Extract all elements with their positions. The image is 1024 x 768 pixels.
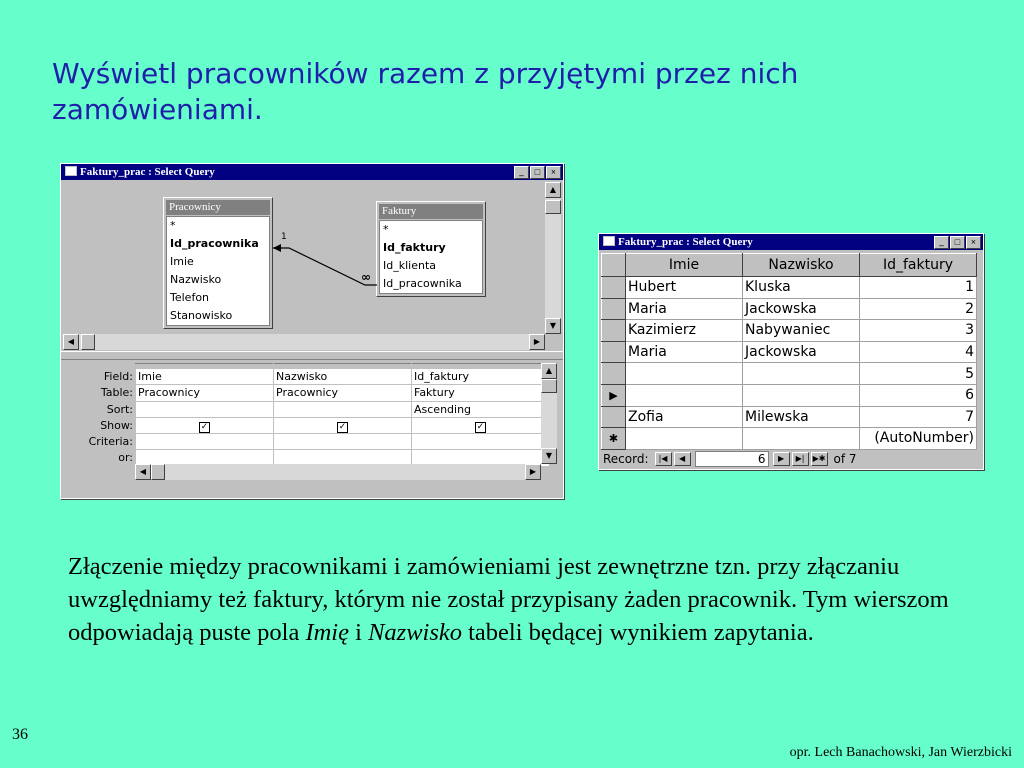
cell-id-faktury[interactable]: (AutoNumber) bbox=[860, 428, 977, 450]
cell-nazwisko[interactable] bbox=[743, 428, 860, 450]
show-checkbox[interactable]: ✓ bbox=[476, 421, 485, 432]
scroll-thumb[interactable] bbox=[81, 334, 95, 350]
cell-imie[interactable]: Maria bbox=[626, 298, 743, 320]
datasheet-table[interactable] bbox=[601, 253, 977, 450]
minimize-button[interactable]: _ bbox=[514, 166, 529, 179]
design-grid[interactable] bbox=[135, 363, 550, 467]
row-label-or: or: bbox=[118, 451, 133, 465]
scroll-thumb[interactable] bbox=[541, 379, 557, 393]
maximize-button[interactable]: □ bbox=[950, 236, 965, 249]
cell-nazwisko[interactable]: Jackowska bbox=[743, 341, 860, 363]
query-window-titlebar[interactable] bbox=[61, 164, 563, 180]
field-item[interactable]: Id_klienta bbox=[383, 259, 437, 272]
grid-table-cell[interactable]: Pracownicy bbox=[274, 385, 412, 401]
cell-imie[interactable]: Hubert bbox=[626, 277, 743, 299]
last-record-icon[interactable]: ▶| bbox=[792, 452, 809, 466]
close-button[interactable]: × bbox=[546, 166, 561, 179]
table-row bbox=[602, 428, 977, 450]
scroll-up-icon[interactable]: ▲ bbox=[541, 363, 557, 379]
cell-imie[interactable]: Zofia bbox=[626, 406, 743, 428]
scroll-down-icon[interactable]: ▼ bbox=[545, 318, 561, 334]
cell-id-faktury[interactable]: 6 bbox=[860, 384, 977, 406]
row-label-sort: Sort: bbox=[106, 402, 133, 416]
datasheet-window-titlebar[interactable] bbox=[599, 234, 983, 250]
scroll-down-icon[interactable]: ▼ bbox=[541, 448, 557, 464]
join-line[interactable] bbox=[63, 182, 545, 342]
cell-imie[interactable]: Maria bbox=[626, 341, 743, 363]
grid-horizontal-scrollbar[interactable] bbox=[135, 464, 541, 480]
grid-field-cell[interactable]: Id_faktury bbox=[412, 369, 550, 385]
row-selector[interactable] bbox=[602, 320, 626, 342]
table-row bbox=[602, 320, 977, 342]
field-item[interactable]: * bbox=[383, 223, 389, 236]
grid-field-cell[interactable]: Nazwisko bbox=[274, 369, 412, 385]
query-window-title: Faktury_prac : Select Query bbox=[80, 166, 215, 178]
field-item[interactable]: Nazwisko bbox=[170, 273, 222, 286]
slide-description bbox=[68, 550, 988, 649]
cell-imie[interactable] bbox=[626, 428, 743, 450]
cell-id-faktury[interactable]: 1 bbox=[860, 277, 977, 299]
row-label-table: Table: bbox=[100, 386, 133, 400]
table-row bbox=[602, 341, 977, 363]
cell-imie[interactable] bbox=[626, 384, 743, 406]
grid-show-cell bbox=[136, 417, 274, 433]
cell-nazwisko[interactable]: Jackowska bbox=[743, 298, 860, 320]
pane-splitter[interactable] bbox=[61, 351, 563, 360]
grid-row-labels bbox=[65, 369, 133, 467]
record-navigation-bar bbox=[601, 450, 979, 468]
row-selector[interactable] bbox=[602, 363, 626, 385]
current-record-input[interactable]: 6 bbox=[695, 451, 769, 467]
corner-selector[interactable] bbox=[602, 254, 626, 277]
description-emphasis-nazwisko: Nazwisko bbox=[368, 619, 462, 646]
page-number: 36 bbox=[12, 726, 28, 743]
top-horizontal-scrollbar[interactable] bbox=[63, 334, 545, 350]
show-checkbox[interactable]: ✓ bbox=[200, 421, 209, 432]
show-checkbox[interactable]: ✓ bbox=[338, 421, 347, 432]
slide-title: Wyświetl pracowników razem z przyjętymi przez nich zamówieniami. bbox=[52, 57, 799, 126]
cell-nazwisko[interactable]: Nabywaniec bbox=[743, 320, 860, 342]
field-item[interactable]: Telefon bbox=[170, 291, 210, 304]
table-row bbox=[602, 277, 977, 299]
grid-sort-cell[interactable]: Ascending bbox=[412, 401, 550, 417]
grid-table-cell[interactable]: Faktury bbox=[412, 385, 550, 401]
cell-nazwisko[interactable] bbox=[743, 363, 860, 385]
grid-show-cell bbox=[274, 417, 412, 433]
grid-show-cell bbox=[412, 417, 550, 433]
cell-id-faktury[interactable]: 7 bbox=[860, 406, 977, 428]
current-row-selector-icon[interactable]: ▶ bbox=[602, 384, 626, 406]
datasheet-window[interactable] bbox=[598, 233, 984, 470]
grid-criteria-cell[interactable] bbox=[136, 434, 274, 450]
join-many-label: ∞ bbox=[361, 270, 371, 284]
query-design-window[interactable] bbox=[60, 163, 564, 499]
maximize-button[interactable]: □ bbox=[530, 166, 545, 179]
field-item[interactable]: Id_faktury bbox=[383, 241, 446, 254]
scroll-thumb[interactable] bbox=[151, 464, 165, 480]
record-count: of 7 bbox=[833, 452, 857, 466]
grid-field-cell[interactable]: Imie bbox=[136, 369, 274, 385]
grid-criteria-cell[interactable] bbox=[274, 434, 412, 450]
cell-id-faktury[interactable]: 5 bbox=[860, 363, 977, 385]
scroll-right-icon[interactable]: ▶ bbox=[529, 334, 545, 350]
row-label-criteria: Criteria: bbox=[88, 435, 133, 449]
authors-footer: opr. Lech Banachowski, Jan Wierzbicki bbox=[789, 745, 1012, 760]
scroll-left-icon[interactable]: ◀ bbox=[135, 464, 151, 480]
table-pracownicy-name: Pracownicy bbox=[166, 200, 270, 215]
scroll-up-icon[interactable]: ▲ bbox=[545, 182, 561, 198]
close-button[interactable]: × bbox=[966, 236, 981, 249]
top-vertical-scrollbar[interactable] bbox=[545, 182, 561, 334]
grid-table-cell[interactable]: Pracownicy bbox=[136, 385, 274, 401]
join-one-label: 1 bbox=[281, 232, 287, 242]
cell-imie[interactable]: Kazimierz bbox=[626, 320, 743, 342]
row-selector[interactable] bbox=[602, 298, 626, 320]
scroll-left-icon[interactable]: ◀ bbox=[63, 334, 79, 350]
row-selector[interactable] bbox=[602, 277, 626, 299]
cell-nazwisko[interactable] bbox=[743, 384, 860, 406]
first-record-icon[interactable]: |◀ bbox=[655, 452, 672, 466]
description-emphasis-imie: Imię bbox=[305, 619, 349, 646]
cell-id-faktury[interactable]: 4 bbox=[860, 341, 977, 363]
field-item[interactable]: Id_pracownika bbox=[170, 237, 259, 250]
datasheet-window-title: Faktury_prac : Select Query bbox=[618, 236, 753, 248]
new-record-nav-icon[interactable]: ▶✱ bbox=[811, 452, 828, 466]
scroll-thumb[interactable] bbox=[545, 200, 561, 214]
query-window-icon bbox=[65, 166, 77, 176]
table-row bbox=[602, 406, 977, 428]
cell-nazwisko[interactable]: Kluska bbox=[743, 277, 860, 299]
grid-vertical-scrollbar[interactable] bbox=[541, 363, 557, 464]
scroll-right-icon[interactable]: ▶ bbox=[525, 464, 541, 480]
column-header-id-faktury[interactable]: Id_faktury bbox=[860, 254, 977, 277]
row-selector[interactable] bbox=[602, 341, 626, 363]
row-label-field: Field: bbox=[103, 370, 133, 383]
cell-nazwisko[interactable]: Milewska bbox=[743, 406, 860, 428]
table-row bbox=[602, 298, 977, 320]
field-item[interactable]: Stanowisko bbox=[170, 309, 233, 322]
row-label-show: Show: bbox=[100, 418, 133, 432]
cell-id-faktury[interactable]: 3 bbox=[860, 320, 977, 342]
table-pane bbox=[63, 182, 545, 342]
grid-sort-cell[interactable] bbox=[274, 401, 412, 417]
field-item[interactable]: Imie bbox=[170, 255, 194, 268]
row-selector[interactable] bbox=[602, 406, 626, 428]
grid-sort-cell[interactable] bbox=[136, 401, 274, 417]
cell-id-faktury[interactable]: 2 bbox=[860, 298, 977, 320]
field-item[interactable]: Id_pracownika bbox=[383, 277, 462, 290]
next-record-icon[interactable]: ▶ bbox=[773, 452, 790, 466]
previous-record-icon[interactable]: ◀ bbox=[674, 452, 691, 466]
grid-criteria-cell[interactable] bbox=[412, 434, 550, 450]
new-record-icon[interactable]: ✱ bbox=[602, 428, 626, 450]
record-label: Record: bbox=[603, 452, 649, 466]
table-faktury-name: Faktury bbox=[379, 204, 483, 219]
field-item[interactable]: * bbox=[170, 219, 176, 232]
datasheet-window-icon bbox=[603, 236, 615, 246]
minimize-button[interactable]: _ bbox=[934, 236, 949, 249]
table-row bbox=[602, 363, 977, 385]
column-header-nazwisko[interactable]: Nazwisko bbox=[743, 254, 860, 277]
cell-imie[interactable] bbox=[626, 363, 743, 385]
table-row bbox=[602, 384, 977, 406]
description-text-2: i bbox=[349, 619, 369, 646]
description-text-1: Złączenie między pracownikami i zamówieniami jest zewnętrzne tzn. przy złączaniu uwzględniamy też faktury, którym nie został przypisany żaden pracownik. Tym wierszom odpowiadają puste pola bbox=[68, 553, 949, 646]
column-header-imie[interactable]: Imie bbox=[626, 254, 743, 277]
description-text-3: tabeli będącej wynikiem zapytania. bbox=[462, 619, 814, 646]
